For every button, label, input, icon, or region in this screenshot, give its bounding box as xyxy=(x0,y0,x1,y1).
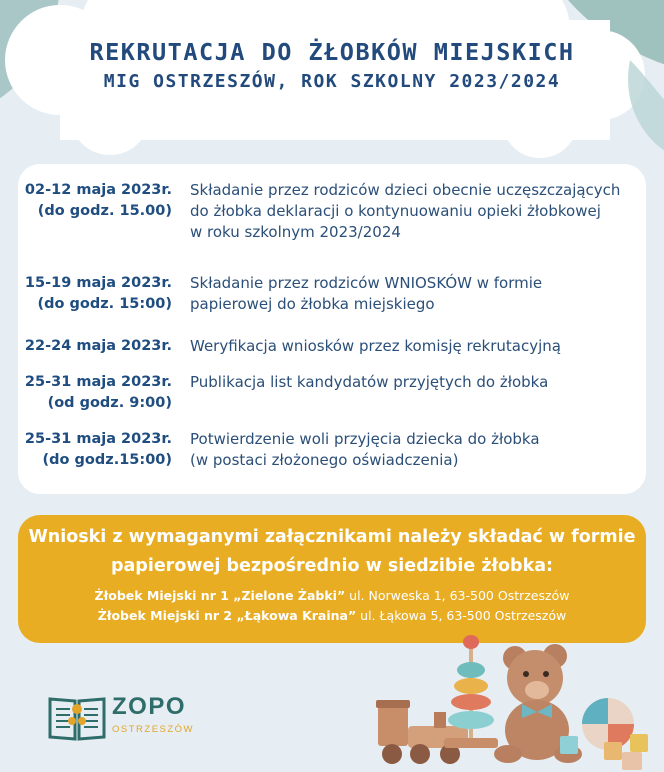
schedule-date: 22-24 maja 2023r. xyxy=(24,338,172,354)
zopo-logo xyxy=(48,695,198,741)
schedule-date: 25-31 maja 2023r. (od godz. 9:00) xyxy=(24,374,172,411)
schedule-card xyxy=(18,164,646,494)
nursery-address: Żłobek Miejski nr 2 „Łąkowa Kraina” ul. Łąkowa 5, 63-500 Ostrzeszów xyxy=(97,608,567,623)
page-subtitle: MIG OSTRZESZÓW, ROK SZKOLNY 2023/2024 xyxy=(103,71,561,92)
schedule-description: Weryfikacja wniosków przez komisję rekrutacyjną xyxy=(190,337,561,355)
logo-name: ZOPO xyxy=(112,693,187,720)
schedule-date: 15-19 maja 2023r. (do godz. 15:00) xyxy=(24,275,172,312)
schedule-date: 25-31 maja 2023r. (do godz.15:00) xyxy=(24,431,172,468)
schedule-description: Publikacja list kandydatów przyjętych do żłobka xyxy=(190,373,549,391)
book-icon xyxy=(48,695,106,741)
notice-box xyxy=(18,515,646,643)
schedule-description: Składanie przez rodziców WNIOSKÓW w formie papierowej do żłobka miejskiego xyxy=(190,274,543,313)
schedule-date: 02-12 maja 2023r. (do godz. 15.00) xyxy=(24,182,172,219)
toys-illustration xyxy=(372,628,664,772)
nursery-address: Żłobek Miejski nr 1 „Zielone Żabki” ul. Norweska 1, 63-500 Ostrzeszów xyxy=(94,588,570,603)
notice-text: Wnioski z wymaganymi załącznikami należy składać w formie papierowej bezpośrednio w siedzibie żłobka: xyxy=(28,527,636,576)
schedule-description: Potwierdzenie woli przyjęcia dziecka do żłobka (w postaci złożonego oświadczenia) xyxy=(190,430,540,469)
page-title: REKRUTACJA DO ŻŁOBKÓW MIEJSKICH xyxy=(89,38,575,66)
toy-train-icon xyxy=(376,700,468,764)
schedule-description: Składanie przez rodziców dzieci obecnie uczęszczających do żłobka deklaracji o kontynuowaniu opieki żłobkowej w roku szkolnym 2023/2024 xyxy=(190,181,621,241)
logo-subtitle: OSTRZESZÓW xyxy=(112,724,195,735)
